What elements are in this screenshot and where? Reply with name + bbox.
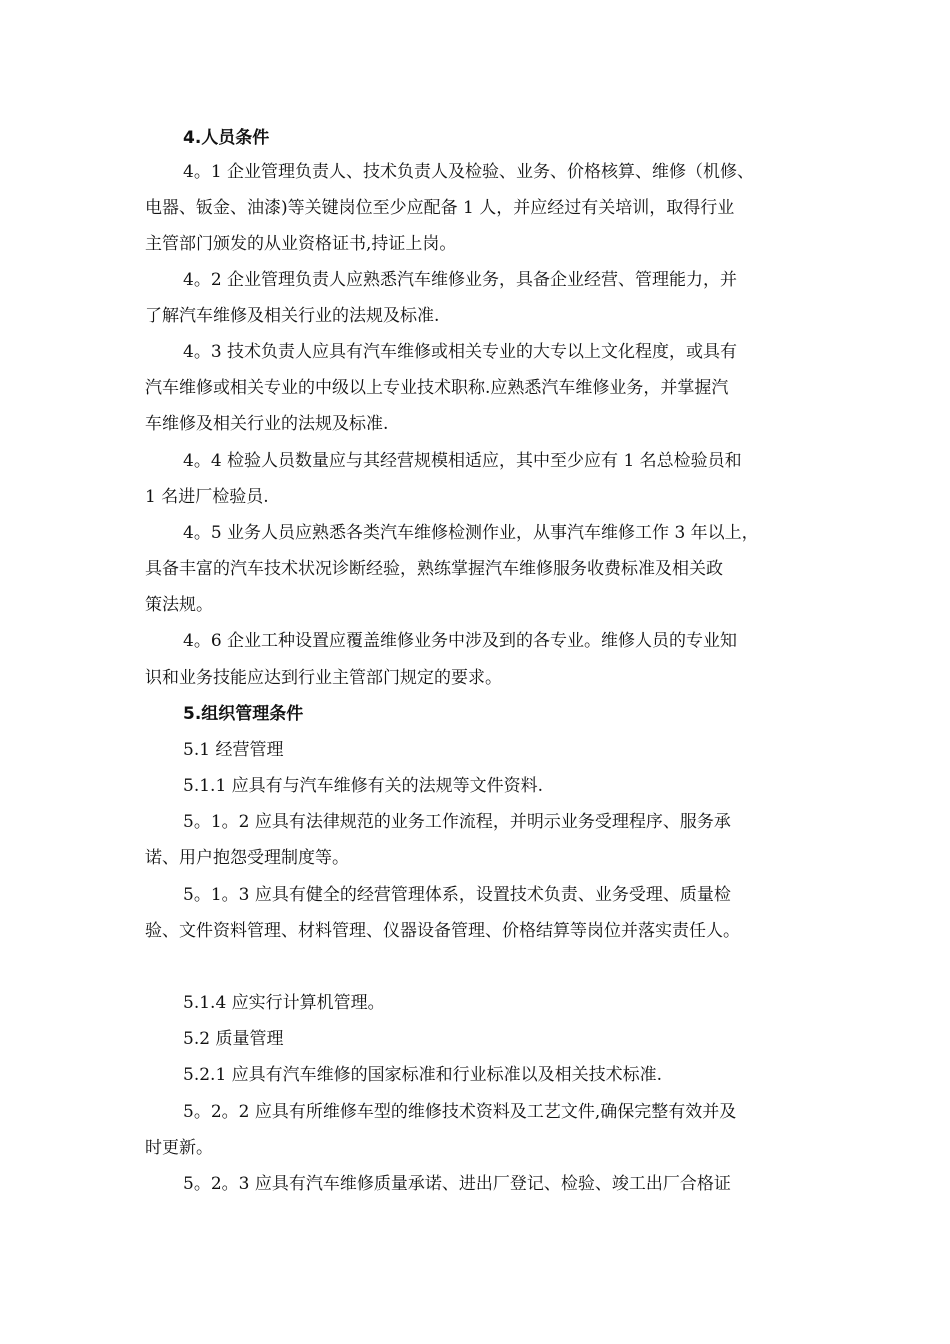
subsection-heading: 5.1 经营管理 <box>183 740 284 760</box>
paragraph-line: 4。5 业务人员应熟悉各类汽车维修检测作业，从事汽车维修工作 3 年以上， <box>183 523 759 543</box>
section-heading: 4.人员条件 <box>183 128 270 148</box>
paragraph-line: 具备丰富的汽车技术状况诊断经验，熟练掌握汽车维修服务收费标准及相关政 <box>145 559 723 579</box>
section-heading: 5.组织管理条件 <box>183 704 304 724</box>
paragraph-line: 5。1。3 应具有健全的经营管理体系，设置技术负责、业务受理、质量检 <box>183 885 731 905</box>
paragraph-line: 1 名进厂检验员. <box>145 487 269 507</box>
subsection-heading: 5.2 质量管理 <box>183 1029 284 1049</box>
paragraph-line: 识和业务技能应达到行业主管部门规定的要求。 <box>145 668 502 688</box>
paragraph-line: 5。2。3 应具有汽车维修质量承诺、进出厂登记、检验、竣工出厂合格证 <box>183 1174 731 1194</box>
paragraph-line: 验、文件资料管理、材料管理、仪器设备管理、价格结算等岗位并落实责任人。 <box>145 921 740 941</box>
paragraph-line: 4。3 技术负责人应具有汽车维修或相关专业的大专以上文化程度，或具有 <box>183 342 738 362</box>
paragraph-line: 了解汽车维修及相关行业的法规及标准. <box>145 306 440 326</box>
paragraph-line: 5.2.1 应具有汽车维修的国家标准和行业标准以及相关技术标准. <box>183 1065 663 1085</box>
paragraph-line: 4。6 企业工种设置应覆盖维修业务中涉及到的各专业。维修人员的专业知 <box>183 631 738 651</box>
paragraph-line: 5.1.4 应实行计算机管理。 <box>183 993 385 1013</box>
paragraph-line: 诺、用户抱怨受理制度等。 <box>145 848 349 868</box>
paragraph-line: 4。1 企业管理负责人、技术负责人及检验、业务、价格核算、维修（机修、 <box>183 162 755 182</box>
paragraph-line: 4。2 企业管理负责人应熟悉汽车维修业务，具备企业经营、管理能力，并 <box>183 270 738 290</box>
paragraph-line: 主管部门颁发的从业资格证书,持证上岗。 <box>145 234 457 254</box>
paragraph-line: 5.1.1 应具有与汽车维修有关的法规等文件资料. <box>183 776 544 796</box>
paragraph-line: 5。2。2 应具有所维修车型的维修技术资料及工艺文件,确保完整有效并及 <box>183 1102 737 1122</box>
paragraph-line: 时更新。 <box>145 1138 213 1158</box>
paragraph-line: 5。1。2 应具有法律规范的业务工作流程，并明示业务受理程序、服务承 <box>183 812 731 832</box>
paragraph-line: 汽车维修或相关专业的中级以上专业技术职称.应熟悉汽车维修业务，并掌握汽 <box>145 378 729 398</box>
paragraph-line: 策法规。 <box>145 595 213 615</box>
paragraph-line: 车维修及相关行业的法规及标准. <box>145 414 389 434</box>
paragraph-line: 4。4 检验人员数量应与其经营规模相适应，其中至少应有 1 名总检验员和 <box>183 451 742 471</box>
paragraph-line: 电器、钣金、油漆)等关键岗位至少应配备 1 人，并应经过有关培训，取得行业 <box>145 198 735 218</box>
